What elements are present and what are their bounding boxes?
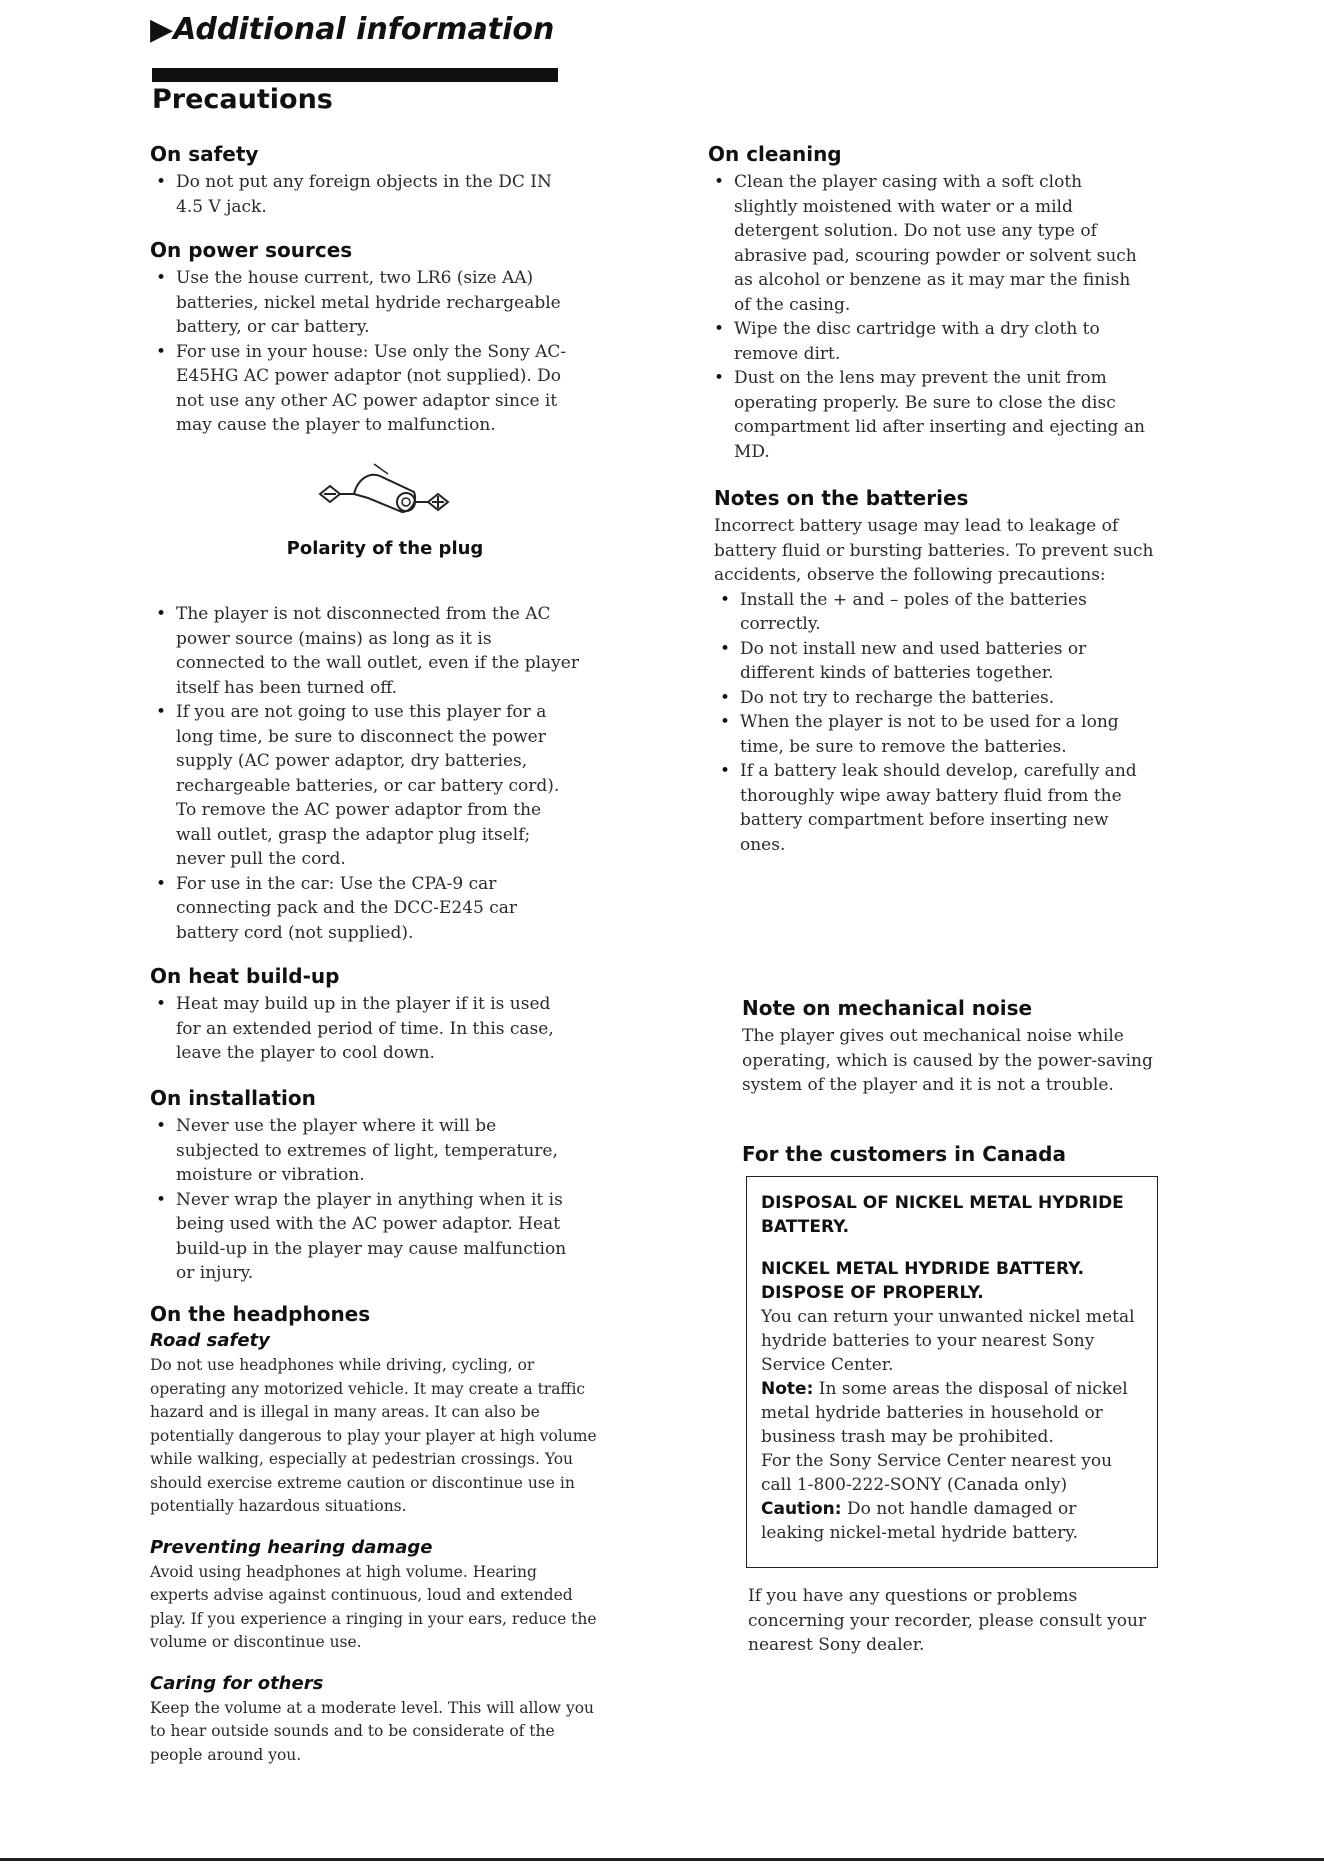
- heat-section: [150, 964, 580, 1066]
- list-item: • If a battery leak should develop, carefully and thoroughly wipe away battery fluid from the battery compartment before inserting new ones.: [714, 759, 1154, 857]
- safety-heading: On safety: [150, 142, 259, 166]
- list-item: • Wipe the disc cartridge with a dry cloth to remove dirt.: [708, 317, 1148, 366]
- list-item: • Do not install new and used batteries or different kinds of batteries together.: [714, 637, 1154, 686]
- installation-list: [150, 1114, 580, 1286]
- power-list-2: [150, 602, 580, 945]
- headphones-heading: On the headphones: [150, 1302, 371, 1326]
- power-section-continued: [150, 602, 580, 945]
- list-item: • When the player is not to be used for a long time, be sure to remove the batteries.: [714, 710, 1154, 759]
- canada-heading: For the customers in Canada: [742, 1142, 1066, 1166]
- box-note: [761, 1377, 1143, 1449]
- page-bottom-rule: [0, 1858, 1324, 1861]
- list-item: • The player is not disconnected from the AC power source (mains) as long as it is connected to the wall outlet, even if the player itself has been turned off.: [150, 602, 580, 700]
- noise-section: [742, 996, 1154, 1098]
- batteries-section: [714, 486, 1154, 857]
- noise-text: The player gives out mechanical noise while operating, which is caused by the power-saving system of the player and it is not a trouble.: [742, 1026, 1153, 1095]
- list-item: • Never use the player where it will be subjected to extremes of light, temperature, moisture or vibration.: [150, 1114, 580, 1188]
- heat-list: [150, 992, 580, 1066]
- closing-text: If you have any questions or problems concerning your recorder, please consult your nearest Sony dealer.: [748, 1586, 1147, 1655]
- box-text-service: For the Sony Service Center nearest you call 1-800-222-SONY (Canada only): [761, 1451, 1113, 1495]
- road-safety-heading: Road safety: [150, 1330, 270, 1351]
- box-title: DISPOSAL OF NICKEL METAL HYDRIDE BATTERY.: [761, 1193, 1124, 1237]
- safety-list: [150, 170, 580, 219]
- plug-caption: Polarity of the plug: [286, 538, 484, 559]
- list-item: • If you are not going to use this player for a long time, be sure to disconnect the power supply (AC power adaptor, dry batteries, rechargeable batteries, or car battery cord). To remove the AC power adaptor from the wall outlet, grasp the adaptor plug itself; never pull the cord.: [150, 700, 580, 872]
- section-heading: Precautions: [152, 84, 333, 115]
- headphones-section: [150, 1302, 600, 1767]
- box-subtitle: NICKEL METAL HYDRIDE BATTERY. DISPOSE OF PROPERLY.: [761, 1259, 1085, 1303]
- cleaning-heading: On cleaning: [708, 142, 842, 166]
- power-section: [150, 238, 580, 438]
- batteries-list: [714, 588, 1154, 858]
- box-caution: [761, 1497, 1143, 1545]
- box-text-return: You can return your unwanted nickel metal hydride batteries to your nearest Sony Service Center.: [761, 1307, 1135, 1375]
- installation-heading: On installation: [150, 1086, 316, 1110]
- power-list: [150, 266, 580, 438]
- hearing-heading: Preventing hearing damage: [150, 1536, 433, 1558]
- cleaning-list: [708, 170, 1148, 464]
- road-safety-text: Do not use headphones while driving, cycling, or operating any motorized vehicle. It may create a traffic hazard and is illegal in many areas. It can also be potentially dangerous to play your player at high volume while walking, especially at pedestrian crossings. You should exercise extreme caution or discontinue use in potentially hazardous situations.: [150, 1356, 597, 1515]
- noise-heading: Note on mechanical noise: [742, 996, 1033, 1020]
- caution-label: Caution:: [761, 1499, 842, 1519]
- list-item: • Dust on the lens may prevent the unit from operating properly. Be sure to close the disc compartment lid after inserting and ejecting an MD.: [708, 366, 1148, 464]
- canada-section: [742, 1142, 1154, 1170]
- page-title: ▶Additional information: [150, 12, 555, 47]
- closing-section: [748, 1584, 1168, 1658]
- installation-section: [150, 1086, 580, 1286]
- caution-text: Do not handle damaged or leaking nickel-metal hydride battery.: [761, 1499, 1079, 1543]
- batteries-intro: Incorrect battery usage may lead to leakage of battery fluid or bursting batteries. To prevent such accidents, observe the following precautions:: [714, 516, 1154, 585]
- list-item: • Never wrap the player in anything when it is being used with the AC power adaptor. Heat build-up in the player may cause malfunction or injury.: [150, 1188, 580, 1286]
- heat-heading: On heat build-up: [150, 964, 340, 988]
- canada-disposal-box: [746, 1176, 1158, 1568]
- note-label: Note:: [761, 1379, 814, 1399]
- list-item: • For use in your house: Use only the Sony AC-E45HG AC power adaptor (not supplied). Do not use any other AC power adaptor since it may cause the player to malfunction.: [150, 340, 580, 438]
- list-item: • Use the house current, two LR6 (size AA) batteries, nickel metal hydride rechargeable battery, or car battery.: [150, 266, 580, 340]
- plug-polarity-figure: [150, 458, 580, 559]
- list-item: • Install the + and – poles of the batteries correctly.: [714, 588, 1154, 637]
- others-heading: Caring for others: [150, 1672, 324, 1694]
- list-item: • Heat may build up in the player if it is used for an extended period of time. In this case, leave the player to cool down.: [150, 992, 580, 1066]
- power-heading: On power sources: [150, 238, 353, 262]
- list-item: • For use in the car: Use the CPA-9 car connecting pack and the DCC-E245 car battery cord (not supplied).: [150, 872, 580, 946]
- safety-section: [150, 142, 580, 219]
- cleaning-section: [708, 142, 1148, 464]
- plug-polarity-icon: [310, 458, 460, 528]
- heading-rule: [152, 68, 558, 82]
- others-text: Keep the volume at a moderate level. This will allow you to hear outside sounds and to be considerate of the people around you.: [150, 1698, 595, 1764]
- list-item: • Clean the player casing with a soft cloth slightly moistened with water or a mild detergent solution. Do not use any type of abrasive pad, scouring powder or solvent such as alcohol or benzene as it may mar the finish of the casing.: [708, 170, 1148, 317]
- list-item: • Do not try to recharge the batteries.: [714, 686, 1154, 711]
- note-text: In some areas the disposal of nickel metal hydride batteries in household or business trash may be prohibited.: [761, 1379, 1128, 1447]
- list-item: • Do not put any foreign objects in the DC IN 4.5 V jack.: [150, 170, 580, 219]
- batteries-heading: Notes on the batteries: [714, 486, 969, 510]
- hearing-text: Avoid using headphones at high volume. Hearing experts advise against continuous, loud and extended play. If you experience a ringing in your ears, reduce the volume or discontinue use.: [150, 1562, 597, 1651]
